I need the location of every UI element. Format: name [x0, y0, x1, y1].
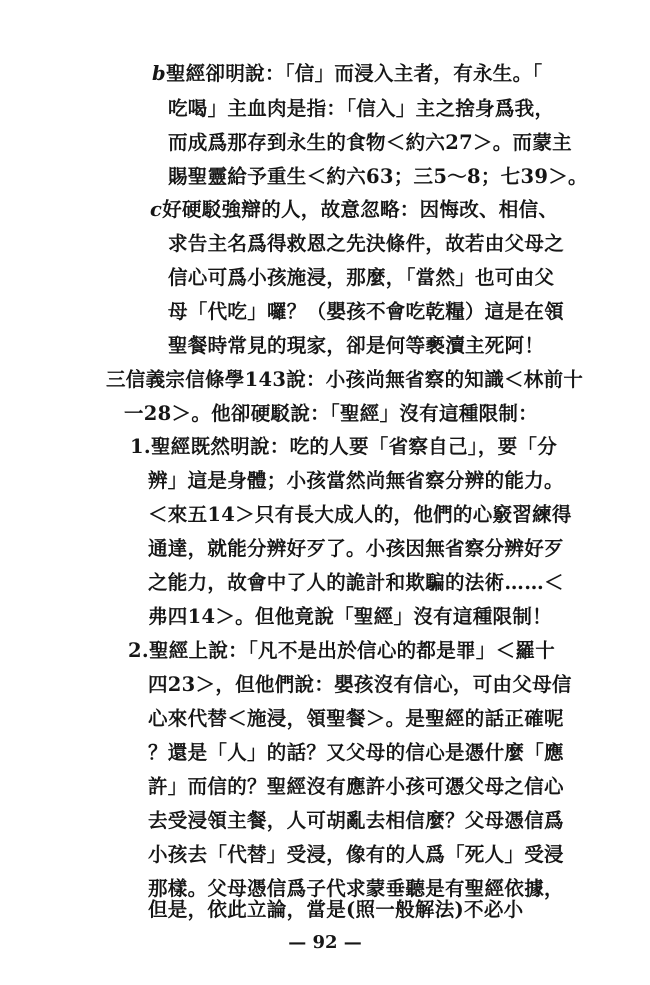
text-line: 那樣。父母憑信爲子代求蒙垂聽是有聖經依據， — [148, 877, 564, 900]
text-line: 而成爲那存到永生的食物＜約六27＞。而蒙主 — [168, 131, 572, 154]
text-line — [152, 62, 542, 86]
text-line — [150, 198, 558, 222]
page-number: — 92 — — [288, 932, 362, 953]
text-line: 一28＞。他卻硬駁說：「聖經」沒有這種限制： — [124, 402, 538, 425]
text-line: 通達，就能分辨好歹了。小孩因無省察分辨好歹 — [148, 537, 564, 560]
text-line: 母「代吃」囉？（嬰孩不會吃乾糧）這是在領 — [168, 300, 565, 323]
text-line: 之能力，故會中了人的詭計和欺騙的法術……＜ — [148, 571, 564, 594]
text-line: 弗四14＞。但他竟說「聖經」沒有這種限制！ — [148, 605, 552, 628]
item-marker-1: 1. — [130, 435, 151, 458]
text-line: 聖餐時常見的現家，卻是何等褻瀆主死阿！ — [168, 334, 545, 357]
text-line: 求告主名爲得救恩之先決條件，故若由父母之 — [168, 232, 565, 255]
text-line: 小孩去「代替」受浸，像有的人爲「死人」受浸 — [148, 843, 564, 866]
text-line: 心來代替＜施浸，領聖餐＞。是聖經的話正確呢 — [148, 707, 564, 730]
text-line: 吃喝」主血肉是指：「信入」主之捨身爲我， — [168, 97, 555, 120]
item-marker-2: 2. — [128, 639, 149, 662]
line-text: 聖經上說：「凡不是出於信心的都是罪」＜羅十 — [148, 639, 556, 662]
text-line: 去受浸領主餐，人可胡亂去相信麼？父母憑信爲 — [148, 809, 564, 832]
text-line: 信心可爲小孩施浸，那麼，「當然」也可由父 — [168, 266, 555, 289]
text-line: 四23＞，但他們說：嬰孩沒有信心，可由父母信 — [148, 673, 572, 696]
line-text: 聖經卻明說：「信」而浸入主者，有永生。「 — [165, 62, 543, 85]
text-line — [130, 435, 557, 459]
text-line: 賜聖靈給予重生＜約六63；三5～8；七39＞。 — [168, 165, 588, 188]
text-line: 許」而信的？聖經沒有應許小孩可憑父母之信心 — [148, 775, 564, 798]
text-line: 但是，依此立論，當是(照一般解法)不必小 — [148, 898, 524, 921]
text-line: 辨」這是身體；小孩當然尚無省察分辨的能力。 — [148, 469, 564, 492]
text-line: 三信義宗信條學143說：小孩尚無省察的知識＜林前十 — [106, 368, 584, 391]
section-marker-c: c — [150, 198, 163, 221]
text-line — [128, 639, 555, 663]
line-text: 好硬駁強辯的人，故意忽略：因悔改、相信、 — [162, 198, 559, 221]
text-line: ＜來五14＞只有長大成人的，他們的心竅習練得 — [148, 503, 572, 526]
section-marker-b: b — [152, 62, 166, 85]
line-text: 聖經既然明說：吃的人要「省察自己」，要「分 — [150, 435, 558, 458]
text-line: ？還是「人」的話？又父母的信心是憑什麼「應 — [148, 741, 564, 764]
